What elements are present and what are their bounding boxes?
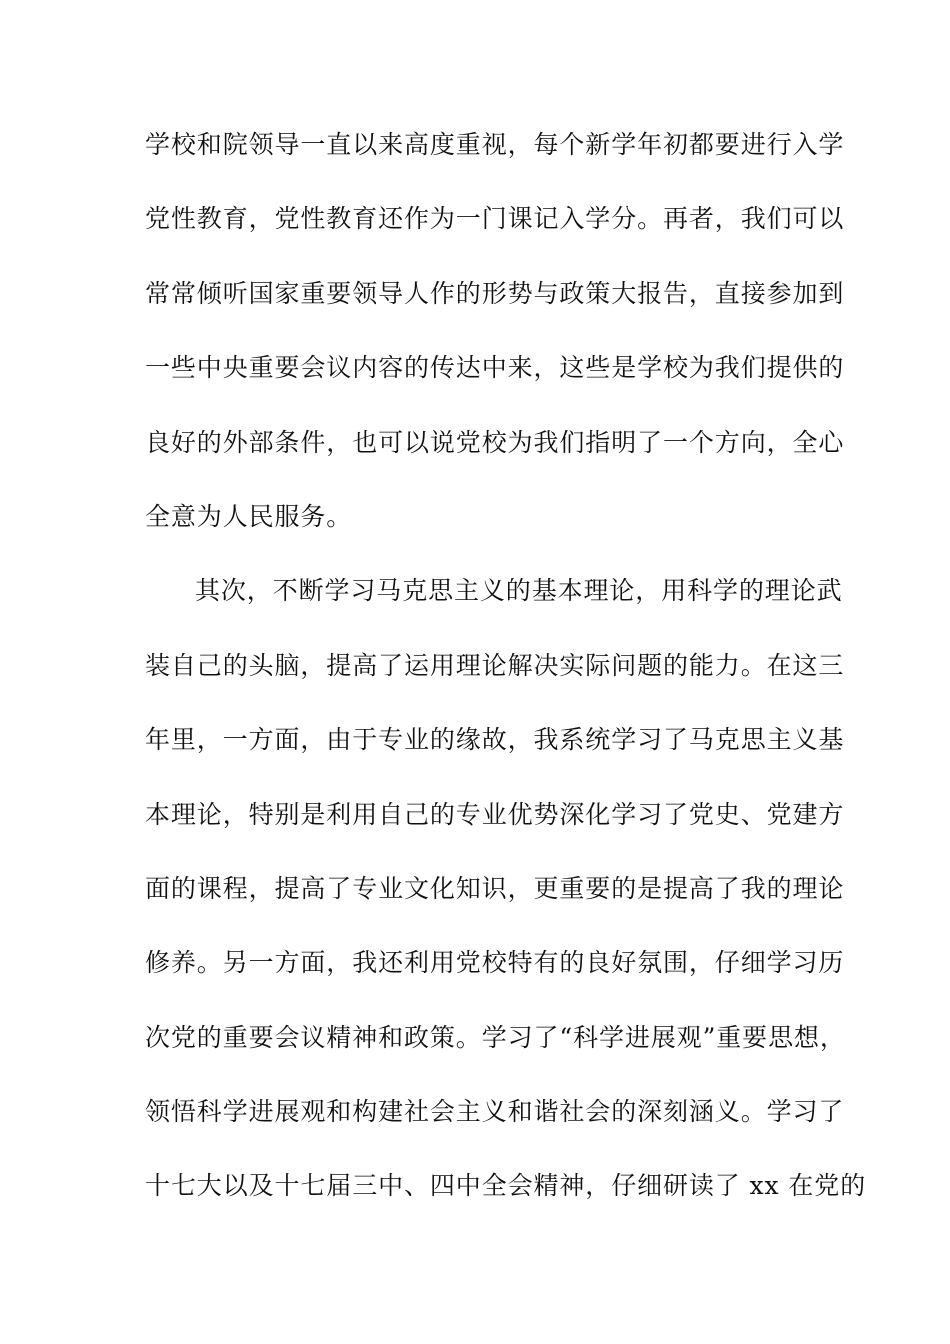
text-line: 修养。另一方面，我还利用党校特有的良好氛围，仔细学习历 xyxy=(145,948,845,978)
text-line: 常常倾听国家重要领导人作的形势与政策大报告，直接参加到 xyxy=(145,278,845,308)
text-line: 年里，一方面，由于专业的缘故，我系统学习了马克思主义基 xyxy=(145,725,845,755)
text-line: 全意为人民服务。 xyxy=(145,501,353,531)
text-line: 学校和院领导一直以来高度重视，每个新学年初都要进行入学 xyxy=(145,130,845,159)
text-line: 领悟科学进展观和构建社会主义和谐社会的深刻涵义。学习了 xyxy=(145,1097,845,1127)
text-line: 十七大以及十七届三中、四中全会精神，仔细研读了 xx 在党的 xyxy=(145,1171,867,1201)
text-line: 面的课程，提高了专业文化知识，更重要的是提高了我的理论 xyxy=(145,873,845,903)
text-line: 本理论，特别是利用自己的专业优势深化学习了党史、党建方 xyxy=(145,799,845,829)
text-line: 党性教育，党性教育还作为一门课记入学分。再者，我们可以 xyxy=(145,204,845,234)
text-line: 次党的重要会议精神和政策。学习了“科学进展观”重要思想， xyxy=(145,1022,846,1052)
text-line: 良好的外部条件，也可以说党校为我们指明了一个方向，全心 xyxy=(145,427,845,457)
paragraph-first-line: 其次，不断学习马克思主义的基本理论，用科学的理论武 xyxy=(195,576,843,606)
document-body xyxy=(145,130,867,1248)
text-line: 装自己的头脑，提高了运用理论解决实际问题的能力。在这三 xyxy=(145,650,845,680)
text-line: 一些中央重要会议内容的传达中来，这些是学校为我们提供的 xyxy=(145,353,845,383)
